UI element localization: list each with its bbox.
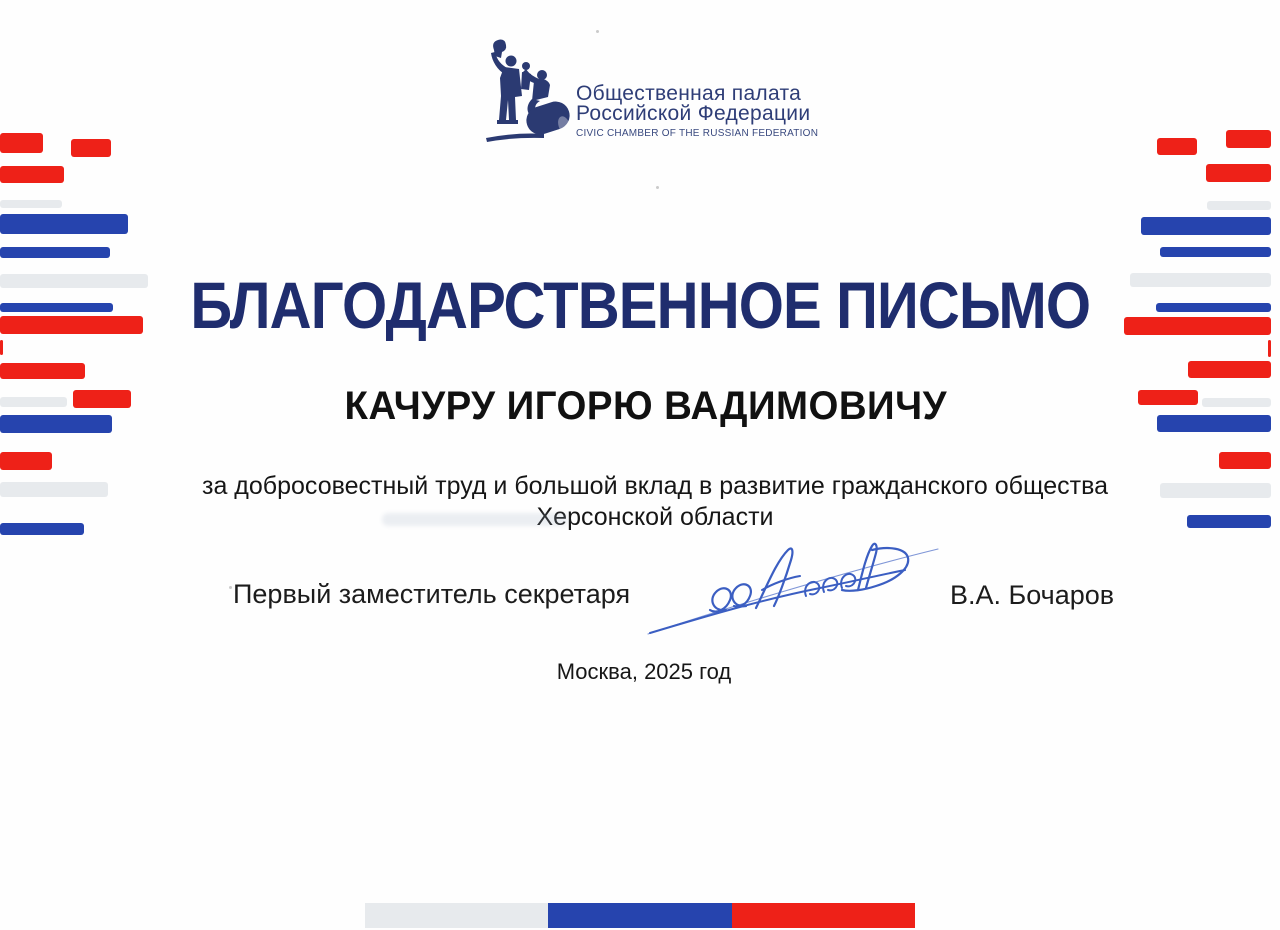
- header: [478, 38, 818, 144]
- body-line2: Херсонской области: [536, 503, 774, 531]
- right-decoration-bar: [1160, 247, 1271, 257]
- right-decoration-bars: [1111, 0, 1271, 930]
- left-decoration-bar: [0, 214, 128, 234]
- org-name-line2: Российской Федерации: [576, 102, 811, 125]
- right-decoration-bar: [1206, 164, 1271, 182]
- place-year: Москва, 2025 год: [556, 659, 732, 684]
- body-line1: за добросовестный труд и большой вклад в развитие гражданского общества: [201, 472, 1108, 500]
- signer-position-title: Первый заместитель секретаря: [233, 579, 631, 609]
- org-name-block: [576, 38, 818, 139]
- left-decoration-bar: [0, 363, 85, 379]
- left-decoration-bar: [0, 340, 3, 355]
- signature-ink-icon: [630, 535, 950, 650]
- body-text: [30, 471, 1280, 533]
- certificate-title: БЛАГОДАРСТВЕННОЕ ПИСЬМО: [190, 268, 1090, 342]
- left-decoration-bar: [0, 247, 110, 258]
- left-decoration-bars: [0, 0, 160, 930]
- scan-speck: [656, 186, 659, 189]
- right-decoration-bar: [1188, 361, 1271, 378]
- right-decoration-bar: [1226, 130, 1271, 148]
- scan-speck: [596, 30, 599, 33]
- left-decoration-bar: [0, 166, 64, 183]
- right-decoration-bar: [1219, 452, 1271, 469]
- right-decoration-bar: [1207, 201, 1271, 210]
- org-name-line1: Общественная палата: [576, 82, 802, 105]
- right-decoration-bar: [1268, 340, 1271, 357]
- left-decoration-bar: [0, 200, 62, 208]
- tricolor-segment-red: [732, 903, 915, 928]
- certificate-title-row: [0, 268, 1280, 342]
- right-decoration-bar: [1141, 217, 1271, 235]
- recipient-row: [12, 386, 1280, 426]
- civic-chamber-emblem-icon: [478, 38, 572, 144]
- scan-speck: [229, 586, 232, 589]
- tricolor-bar: [365, 903, 915, 928]
- erased-text-smudge: [382, 513, 568, 526]
- signer-name: В.А. Бочаров: [950, 580, 1115, 610]
- left-decoration-bar: [0, 133, 43, 153]
- tricolor-segment-blue: [548, 903, 731, 928]
- org-name-en: CIVIC CHAMBER OF THE RUSSIAN FEDERATION: [576, 128, 819, 139]
- left-decoration-bar: [0, 452, 52, 470]
- right-decoration-bar: [1157, 138, 1197, 155]
- left-decoration-bar: [71, 139, 111, 157]
- tricolor-segment-gray: [365, 903, 548, 928]
- recipient-name: КАЧУРУ ИГОРЮ ВАДИМОВИЧУ: [344, 384, 948, 428]
